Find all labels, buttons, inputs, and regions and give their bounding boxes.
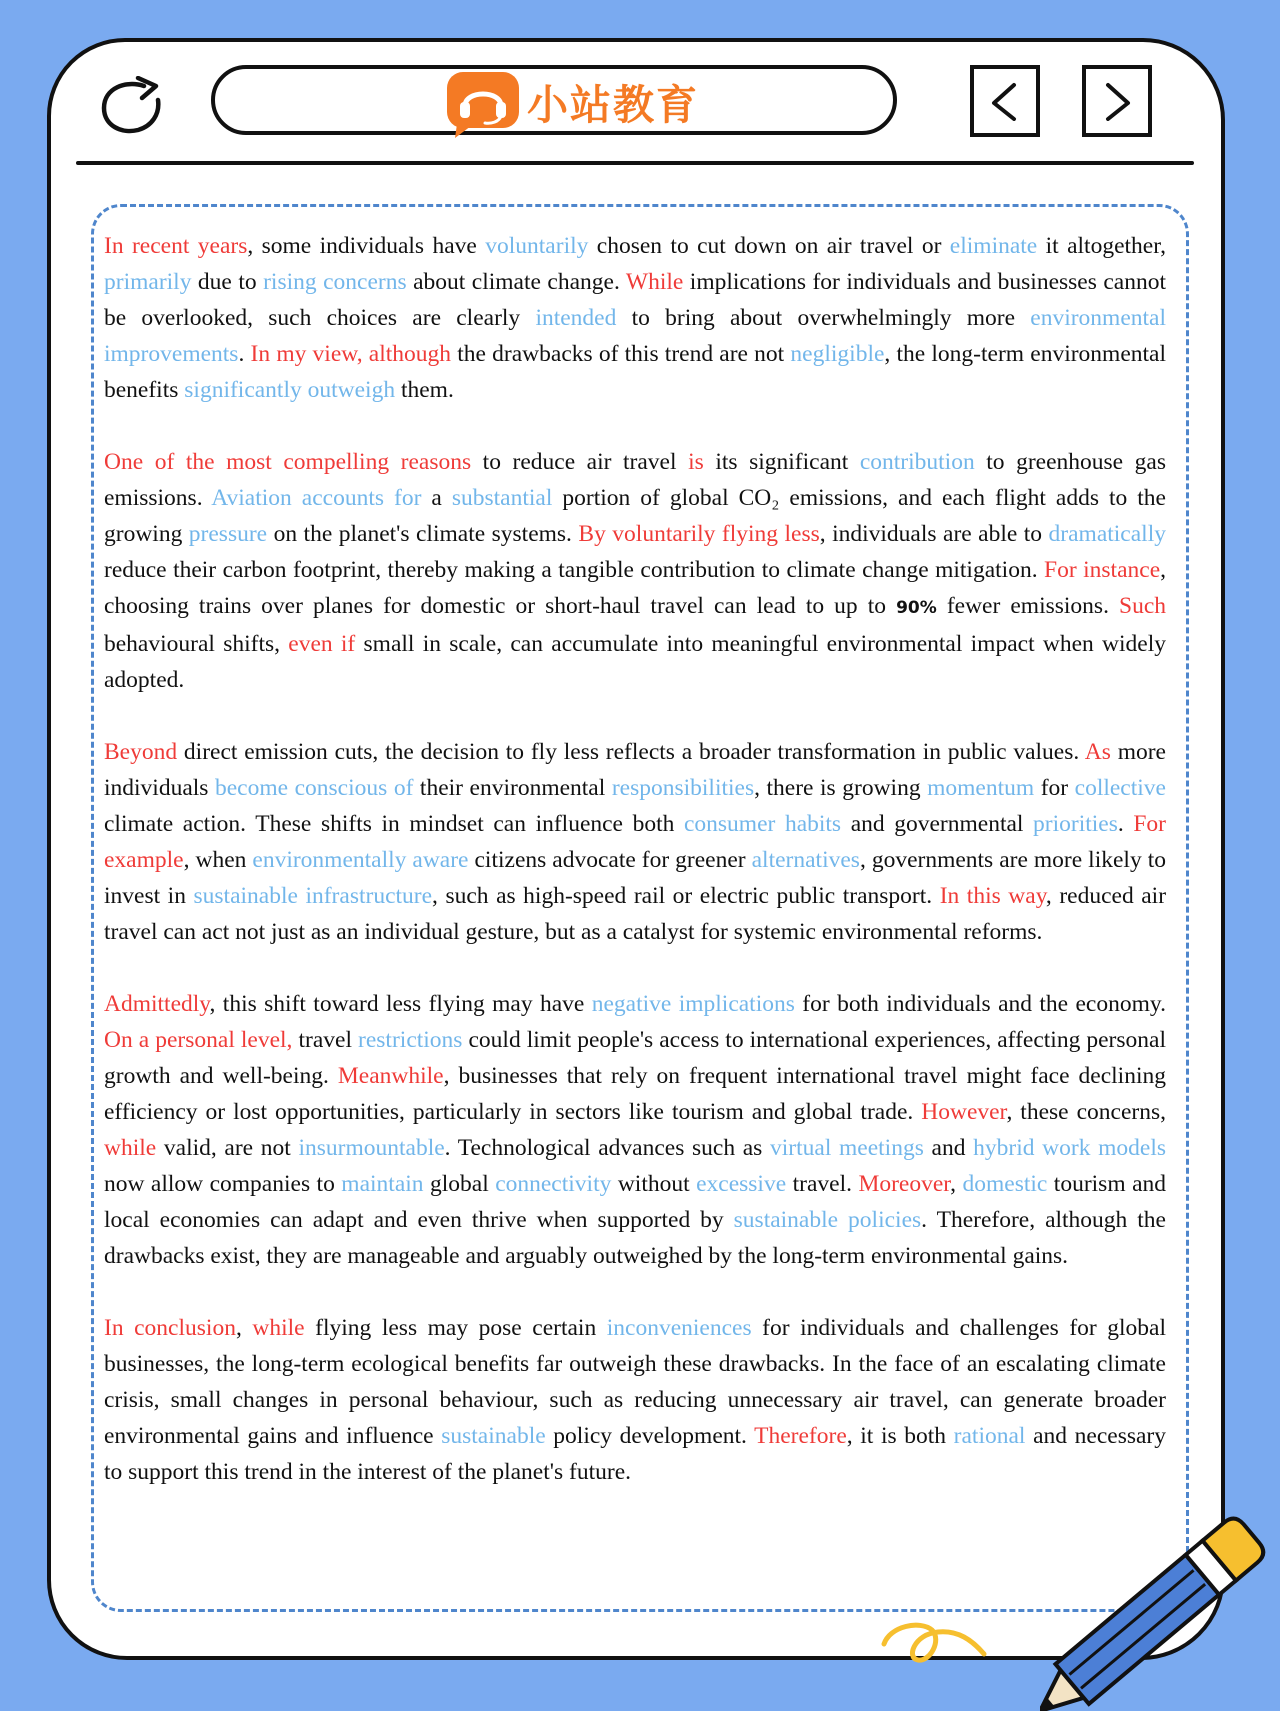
vocab-highlight: become conscious of [214, 775, 414, 801]
essay-text: direct emission cuts, the decision to fly less reflects a broader transformation in public values. [177, 739, 1085, 765]
vocab-highlight: priorities [1033, 811, 1118, 837]
vocab-highlight: negligible [790, 341, 885, 367]
header-divider [76, 161, 1194, 165]
essay-text: without [611, 1171, 697, 1197]
vocab-highlight: sustainable [441, 1423, 546, 1449]
essay-text: policy development. [545, 1423, 755, 1449]
pencil-icon [1040, 1492, 1280, 1711]
essay-text: it altogether, [1037, 233, 1166, 259]
vocab-highlight: inconveniences [606, 1315, 752, 1341]
brand-logo [447, 72, 699, 138]
refresh-button[interactable] [98, 76, 172, 136]
vocab-highlight: significantly outweigh [184, 377, 396, 403]
essay-body [104, 228, 1166, 1490]
vocab-highlight: contribution [859, 449, 975, 475]
essay-text: now allow companies to [104, 1171, 342, 1197]
essay-text: travel. [786, 1171, 859, 1197]
essay-text: , there is growing [754, 775, 928, 801]
chevron-left-icon [986, 81, 1026, 121]
keyphrase: Admittedly [104, 991, 210, 1017]
vocab-highlight: voluntarily [485, 233, 589, 259]
vocab-highlight: maintain [341, 1171, 424, 1197]
keyphrase: In conclusion [104, 1315, 236, 1341]
essay-text: their environmental [413, 775, 612, 801]
keyphrase: One of the most compelling reasons [104, 449, 472, 475]
essay-text: for [1034, 775, 1075, 801]
keyphrase: Therefore [754, 1423, 847, 1449]
essay-text: , when [183, 847, 253, 873]
vocab-highlight: substantial [451, 485, 553, 511]
essay-text: its significant [703, 449, 860, 475]
essay-text: small in scale, can accumulate into meaningful environmental impact when widely adopted. [104, 631, 1166, 693]
keyphrase: In this way [939, 883, 1046, 909]
essay-text: citizens advocate for greener [468, 847, 752, 873]
brand-name: 小站教育 [527, 80, 699, 129]
essay-text: global [423, 1171, 496, 1197]
keyphrase: For example [104, 811, 1167, 873]
keyphrase: By voluntarily flying less [578, 521, 820, 547]
vocab-highlight: sustainable policies [733, 1207, 922, 1233]
vocab-highlight: consumer habits [683, 811, 842, 837]
essay-text: . [1117, 811, 1134, 837]
vocab-highlight: eliminate [949, 233, 1038, 259]
essay-text: flying less may pose certain [304, 1315, 607, 1341]
essay-text: , individuals are able to [819, 521, 1049, 547]
essay-text: , [235, 1315, 253, 1341]
keyphrase: is [688, 449, 704, 475]
vocab-highlight: primarily [104, 269, 192, 295]
vocab-highlight: intended [535, 305, 617, 331]
essay-text: , reduced air travel can act not just as an individual gesture, but as a catalyst for systemic environmental reforms. [104, 883, 1167, 945]
essay-text: valid, are not [156, 1135, 299, 1161]
keyphrase: In recent years [104, 233, 248, 259]
essay-text: , some individuals have [247, 233, 486, 259]
vocab-highlight: environmentally aware [252, 847, 469, 873]
essay-text: to bring about overwhelmingly more [616, 305, 1031, 331]
vocab-highlight: virtual meetings [770, 1135, 924, 1161]
vocab-highlight: Aviation accounts for [211, 485, 422, 511]
keyphrase: Moreover [858, 1171, 951, 1197]
vocab-highlight: pressure [188, 521, 268, 547]
keyphrase: while [104, 1135, 157, 1161]
vocab-highlight: collective [1074, 775, 1166, 801]
essay-text: to reduce air travel [471, 449, 689, 475]
vocab-highlight: rational [953, 1423, 1026, 1449]
swirl-doodle-icon [880, 1616, 990, 1676]
essay-text: , this shift toward less flying may have [209, 991, 592, 1017]
keyphrase: In my view, although [250, 341, 452, 367]
essay-text: . [238, 341, 251, 367]
essay-text: could limit people's access to international experiences, affecting personal growth and well-being. [104, 1027, 1166, 1089]
essay-paragraph-1 [104, 228, 1166, 408]
vocab-highlight: momentum [927, 775, 1035, 801]
keyphrase: For instance [1044, 557, 1161, 583]
vocab-highlight: insurmountable [298, 1135, 445, 1161]
vocab-highlight: dramatically [1048, 521, 1166, 547]
keyphrase: Such [1119, 593, 1166, 619]
keyphrase: while [252, 1315, 305, 1341]
keyphrase: Beyond [104, 739, 178, 765]
essay-text: about climate change. [406, 269, 626, 295]
essay-text: implications for individuals and businesses cannot be overlooked, such choices are clearly [104, 269, 1166, 331]
keyphrase: On a personal level, [104, 1027, 293, 1053]
vocab-highlight: environmental improvements [104, 305, 1166, 367]
vocab-highlight: negative implications [591, 991, 795, 1017]
essay-paragraph-5 [104, 1310, 1166, 1490]
essay-text: , these concerns, [1006, 1099, 1166, 1125]
essay-text: and [923, 1135, 974, 1161]
keyphrase: However [921, 1099, 1007, 1125]
essay-text: and governmental [841, 811, 1034, 837]
vocab-highlight: restrictions [358, 1027, 463, 1053]
essay-text: on the planet's climate systems. [267, 521, 579, 547]
essay-text: chosen to cut down on air travel or [588, 233, 950, 259]
keyphrase: Meanwhile [337, 1063, 444, 1089]
essay-text: portion of global CO₂ emissions, and each flight adds to the growing [104, 485, 1166, 547]
keyphrase: even if [288, 631, 356, 657]
vocab-highlight: hybrid work models [973, 1135, 1166, 1161]
essay-text: for individuals and challenges for global businesses, the long-term ecological benefits far outweigh these drawbacks. In the face of an escalating climate crisis, small changes in personal behaviour, such as reducing unnecessary air travel, can generate broader environmental gains and influence [104, 1315, 1167, 1449]
essay-text: a [421, 485, 452, 511]
essay-text: . Therefore, although the drawbacks exist, they are manageable and arguably outweighed by the long-term environmental gains. [104, 1207, 1166, 1269]
essay-text: travel [292, 1027, 359, 1053]
essay-text: , businesses that rely on frequent international travel might face declining efficiency or lost opportunities, particularly in sectors like tourism and global trade. [104, 1063, 1166, 1125]
essay-text: for both individuals and the economy. [794, 991, 1166, 1017]
essay-text: due to [191, 269, 264, 295]
essay-text: and necessary to support this trend in the interest of the planet's future. [104, 1423, 1166, 1485]
essay-paragraph-3 [104, 734, 1166, 950]
vocab-highlight: rising concerns [263, 269, 407, 295]
essay-text: , such as high-speed rail or electric public transport. [432, 883, 940, 909]
essay-text: the drawbacks of this trend are not [451, 341, 791, 367]
essay-text: behavioural shifts, [104, 631, 289, 657]
essay-paragraph-2 [104, 444, 1166, 698]
essay-text: , governments are more likely to invest in [104, 847, 1166, 909]
essay-text: climate action. These shifts in mindset can influence both [104, 811, 684, 837]
essay-text: , choosing trains over planes for domestic or short-haul travel can lead to up to [104, 557, 1166, 619]
previous-button[interactable] [970, 65, 1040, 137]
chevron-right-icon [1098, 81, 1138, 121]
vocab-highlight: domestic [962, 1171, 1048, 1197]
essay-paragraph-4 [104, 986, 1166, 1274]
headset-logo-icon [447, 72, 519, 138]
vocab-highlight: connectivity [495, 1171, 612, 1197]
essay-text: , the long-term environmental benefits [104, 341, 1167, 403]
refresh-icon [98, 76, 172, 136]
stat-figure: 90% [896, 598, 937, 618]
essay-text: them. [395, 377, 454, 403]
vocab-highlight: sustainable infrastructure [193, 883, 433, 909]
essay-text: tourism and local economies can adapt and even thrive when supported by [104, 1171, 1166, 1233]
essay-text: , [950, 1171, 963, 1197]
essay-text: to greenhouse gas emissions. [104, 449, 1166, 511]
keyphrase: While [625, 269, 684, 295]
essay-text: . Technological advances such as [444, 1135, 770, 1161]
essay-text: , it is both [846, 1423, 954, 1449]
next-button[interactable] [1082, 65, 1152, 137]
vocab-highlight: alternatives [751, 847, 860, 873]
essay-text: fewer emissions. [936, 593, 1119, 619]
vocab-highlight: responsibilities [611, 775, 755, 801]
vocab-highlight: excessive [696, 1171, 787, 1197]
essay-text: reduce their carbon footprint, thereby making a tangible contribution to climate change mitigation. [104, 557, 1045, 583]
essay-text: more individuals [104, 739, 1166, 801]
keyphrase: As [1084, 739, 1111, 765]
